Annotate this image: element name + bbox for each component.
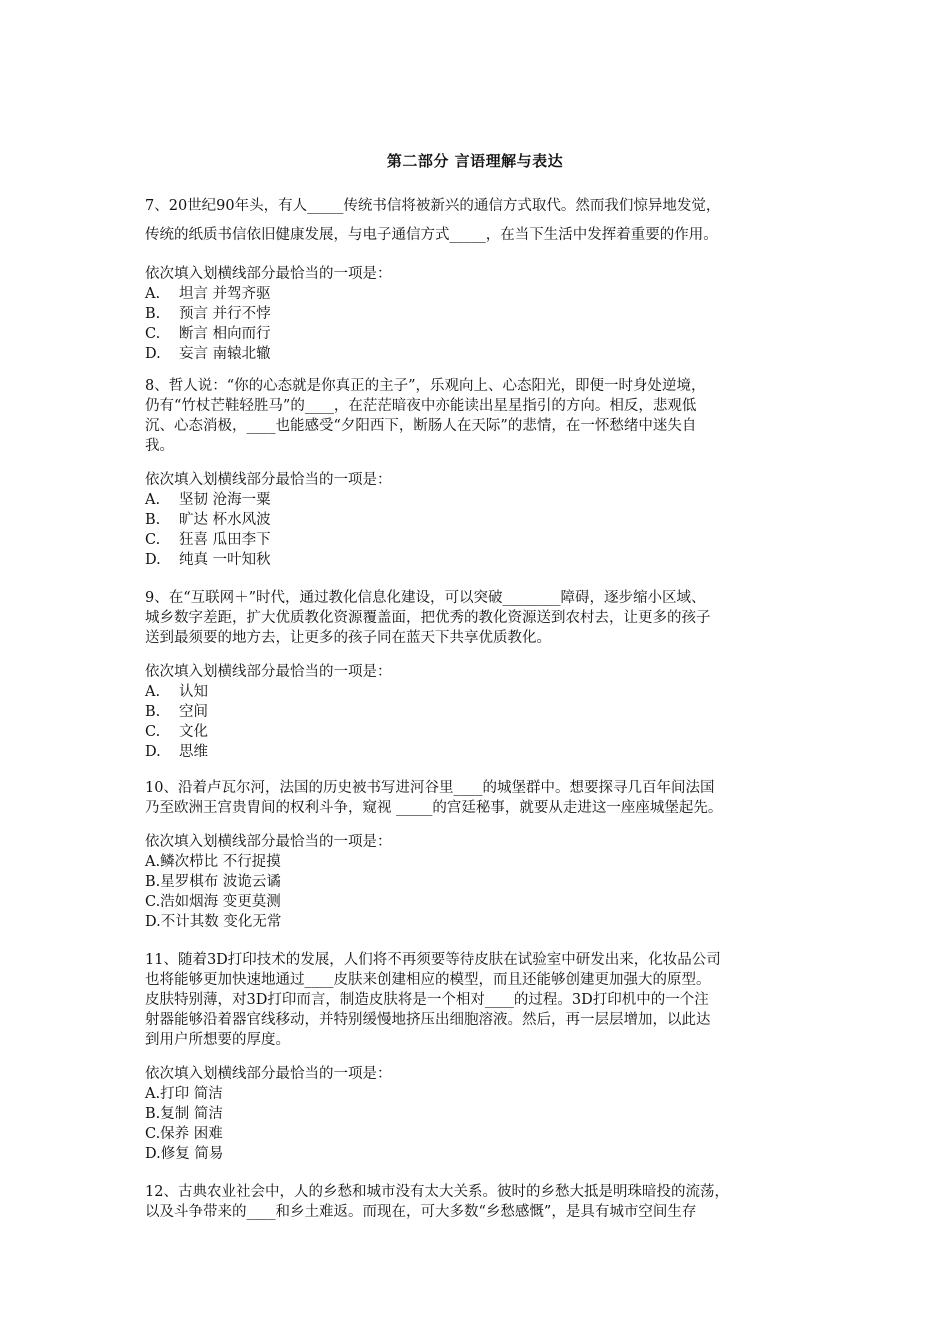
question-prompt: 依次填入划横线部分最恰当的一项是： bbox=[145, 472, 392, 488]
option-d: D. 纯真 一叶知秋 bbox=[145, 552, 271, 568]
question-text-line: 我。 bbox=[145, 438, 174, 454]
question-text-line: 射器能够沿着器官线移动，并特别缓慢地挤压出细胞溶液。然后，再一层层增加，以此达 bbox=[145, 1012, 711, 1028]
option-d: D. 妄言 南辕北辙 bbox=[145, 346, 271, 362]
option-a: A. 认知 bbox=[145, 684, 208, 700]
question-10 bbox=[145, 778, 825, 932]
option-b: B. 预言 并行不悖 bbox=[145, 306, 271, 322]
question-text-line: 沉、心态消极，____也能感受“夕阳西下，断肠人在天际”的悲情，在一怀愁绪中迷失自 bbox=[145, 418, 697, 434]
question-prompt: 依次填入划横线部分最恰当的一项是： bbox=[145, 266, 392, 282]
question-8 bbox=[145, 376, 825, 570]
question-text-line: 到用户所想要的厚度。 bbox=[145, 1032, 290, 1048]
section-title: 第二部分 言语理解与表达 bbox=[386, 152, 564, 170]
question-text-line: 乃至欧洲王宫贵胄间的权利斗争，窥视 _____的宫廷秘事，就要从走进这一座座城堡起先。 bbox=[145, 800, 723, 816]
option-a: A. 坦言 并驾齐驱 bbox=[145, 286, 271, 302]
question-text-line: 7、20世纪90年头，有人_____传统书信将被新兴的通信方式取代。然而我们惊异地发觉， bbox=[145, 198, 721, 214]
question-12 bbox=[145, 1182, 825, 1222]
option-b: B.复制 简洁 bbox=[145, 1106, 223, 1122]
question-text-line: 送到最须要的地方去，让更多的孩子同在蓝天下共享优质教化。 bbox=[145, 630, 551, 646]
option-a: A.鳞次栉比 不行捉摸 bbox=[145, 854, 281, 870]
question-text-line: 仍有“竹杖芒鞋轻胜马”的____，在茫茫暗夜中亦能读出星星指引的方向。相反，悲观低 bbox=[145, 398, 697, 414]
option-b: B. 空间 bbox=[145, 704, 208, 720]
question-prompt: 依次填入划横线部分最恰当的一项是： bbox=[145, 834, 392, 850]
option-b: B.星罗棋布 波诡云谲 bbox=[145, 874, 281, 890]
question-text-line: 城乡数字差距，扩大优质教化资源覆盖面，把优秀的教化资源送到农村去，让更多的孩子 bbox=[145, 610, 711, 626]
question-prompt: 依次填入划横线部分最恰当的一项是： bbox=[145, 664, 392, 680]
question-text-line: 也将能够更加快速地通过____皮肤来创建相应的模型，而且还能够创建更加强大的原型。 bbox=[145, 972, 711, 988]
option-d: D.不计其数 变化无常 bbox=[145, 914, 282, 930]
question-text-line: 皮肤特别薄，对3D打印而言，制造皮肤将是一个相对____的过程。3D打印机中的一个注 bbox=[145, 992, 709, 1008]
option-d: D. 思维 bbox=[145, 744, 208, 760]
question-9 bbox=[145, 588, 825, 762]
question-11 bbox=[145, 950, 825, 1164]
option-c: C. 断言 相向而行 bbox=[145, 326, 271, 342]
option-c: C.浩如烟海 变更莫测 bbox=[145, 894, 281, 910]
question-text-line: 12、古典农业社会中，人的乡愁和城市没有太大关系。彼时的乡愁大抵是明珠暗投的流荡， bbox=[145, 1184, 729, 1200]
question-text-line: 10、沿着卢瓦尔河，法国的历史被书写进河谷里____的城堡群中。想要探寻几百年间法国 bbox=[145, 780, 715, 796]
question-text-line: 以及斗争带来的____和乡土难返。而现在，可大多数“乡愁感慨”，是具有城市空间生存 bbox=[145, 1204, 697, 1220]
question-text-line: 传统的纸质书信依旧健康发展，与电子通信方式_____，在当下生活中发挥着重要的作用。 bbox=[145, 227, 718, 243]
question-text-line: 11、随着3D打印技术的发展，人们将不再须要等待皮肤在试验室中研发出来，化妆品公司 bbox=[145, 952, 721, 968]
question-prompt: 依次填入划横线部分最恰当的一项是： bbox=[145, 1066, 392, 1082]
option-a: A.打印 简洁 bbox=[145, 1086, 223, 1102]
question-text-line: 9、在“互联网＋”时代，通过教化信息化建设，可以突破________障碍，逐步缩小区域、 bbox=[145, 590, 706, 606]
option-a: A. 坚韧 沧海一粟 bbox=[145, 492, 271, 508]
question-text-line: 8、哲人说：“你的心态就是你真正的主子”，乐观向上、心态阳光，即便一时身处逆境， bbox=[145, 378, 706, 394]
option-b: B. 旷达 杯水风波 bbox=[145, 512, 271, 528]
option-d: D.修复 简易 bbox=[145, 1146, 224, 1162]
option-c: C. 狂喜 瓜田李下 bbox=[145, 532, 271, 548]
option-c: C. 文化 bbox=[145, 724, 208, 740]
question-7 bbox=[145, 192, 825, 364]
option-c: C.保养 困难 bbox=[145, 1126, 223, 1142]
